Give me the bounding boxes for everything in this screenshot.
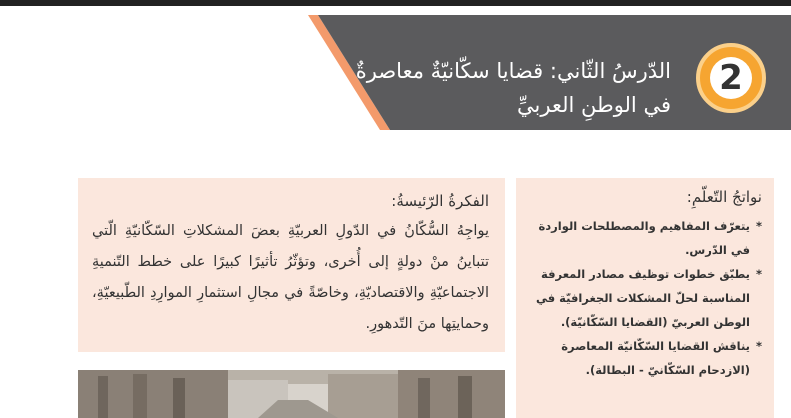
street-photo bbox=[78, 370, 505, 418]
outcome-item: * يناقش القضايا السّكّانيّة المعاصرة (الازدحام السّكّانيّ - البطالة). bbox=[526, 334, 762, 382]
main-idea-heading: الفكرةُ الرّئيسةُ: bbox=[391, 192, 489, 210]
outcome-item: * يتعرّف المفاهيم والمصطلحات الواردة في الدّرس. bbox=[526, 214, 762, 262]
lesson-title-line2: في الوطنِ العربيِّ bbox=[517, 93, 671, 117]
learning-outcomes-box bbox=[516, 178, 774, 418]
learning-outcomes-list bbox=[526, 214, 762, 382]
lesson-number: 2 bbox=[710, 57, 752, 99]
learning-outcomes-heading: نواتجُ التّعلّمِ: bbox=[686, 188, 762, 206]
street-photo-image bbox=[78, 370, 505, 418]
lesson-title-line1: الدّرسُ الثّاني: قضايا سكّانيّةٌ معاصرةٌ bbox=[355, 59, 671, 83]
main-idea-text: يواجِهُ السُّكّانُ في الدّولِ العربيّةِ بعضَ المشكلاتِ السّكّانيّةِ الّتي تتباينُ منْ دولةٍ إلى أُخرى، وتؤثّرُ تأثيرًا كبيرًا على خطط التّنميةِ الاجتماعيّةِ والاقتصاديّةِ، وخاصّةً في مجالِ استثمارِ الموارِدِ الطّبيعيّةِ، وحمايتِها منَ التّدهورِ. bbox=[92, 223, 489, 332]
lesson-banner bbox=[0, 0, 791, 135]
main-idea-box bbox=[78, 178, 505, 352]
lesson-title bbox=[251, 54, 671, 122]
outcome-item: * يطبّق خطوات توظيف مصادر المعرفة المناسبة لحلّ المشكلات الجغرافيّة في الوطن العربيّ (القضايا السّكّانيّة). bbox=[526, 262, 762, 334]
lesson-number-badge bbox=[696, 43, 766, 113]
